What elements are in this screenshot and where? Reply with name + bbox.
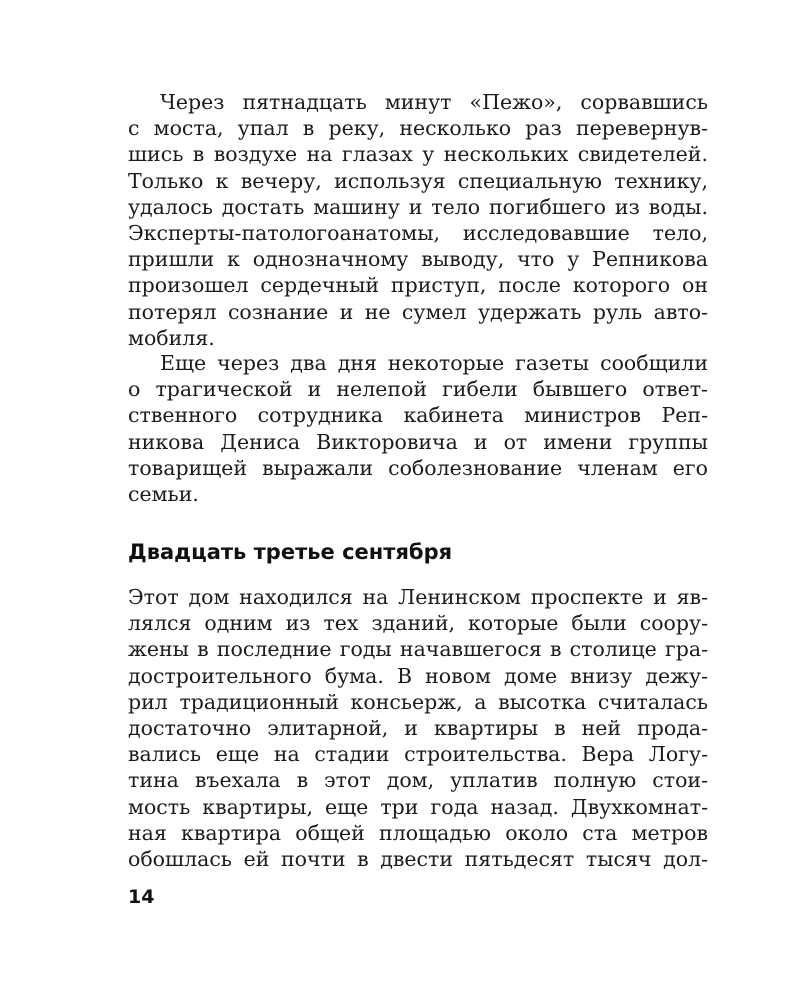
text-line: достроительного бума. В новом доме внизу дежу- [128,663,708,688]
text-line: Эксперты-патологоанатомы, исследовавшие тело, [128,220,708,245]
text-line: семьи. [128,481,199,506]
text-line: тина въехала в этот дом, уплатив полную стои- [128,768,708,793]
text-line: Этот дом находился на Ленинском проспекте и яв- [128,585,708,609]
text-line: с моста, упал в реку, несколько раз перевернув- [128,116,708,141]
text-line: рил традиционный консьерж, а высотка считалась [128,689,708,714]
text-line: мость квартиры, еще три года назад. Двухкомнат- [128,794,708,819]
text-line: Только к вечеру, используя специальную технику, [128,168,708,193]
text-line: жены в последние годы начавшегося в столице гра- [128,637,708,662]
text-line: никова Дениса Викторовича и от имени группы [128,429,708,454]
paragraph-3 [128,584,708,872]
text-line: Через пятнадцать минут «Пежо», сорвавшись [160,90,708,114]
text-line: вались еще на стадии строительства. Вера Логу- [128,742,708,767]
page-number: 14 [128,886,155,908]
section-heading: Двадцать третье сентября [128,540,453,564]
text-line: шись в воздухе на глазах у нескольких свидетелей. [128,142,708,167]
text-line: мобиля. [128,325,215,350]
text-line: удалось достать машину и тело погибшего из воды. [128,194,708,219]
text-line: товарищей выражали соболезнование членам его [128,455,708,480]
paragraph-1 [128,89,708,351]
text-line: пришли к однозначному выводу, что у Репникова [128,247,708,272]
text-line: потерял сознание и не сумел удержать руль авто- [128,299,708,324]
text-line: достаточно элитарной, и квартиры в ней прода- [128,715,708,740]
text-line: произошел сердечный приступ, после которого он [128,273,708,298]
text-line: обошлась ей почти в двести пятьдесят тысяч дол- [128,846,708,871]
text-line: ная квартира общей площадью около ста метров [128,820,708,845]
text-line: о трагической и нелепой гибели бывшего ответ- [128,377,708,402]
text-line: ственного сотрудника кабинета министров Реп- [128,403,708,428]
text-line: лялся одним из тех зданий, которые были соору- [128,611,708,636]
text-line: Еще через два дня некоторые газеты сообщили [160,351,708,375]
paragraph-2 [128,350,708,507]
